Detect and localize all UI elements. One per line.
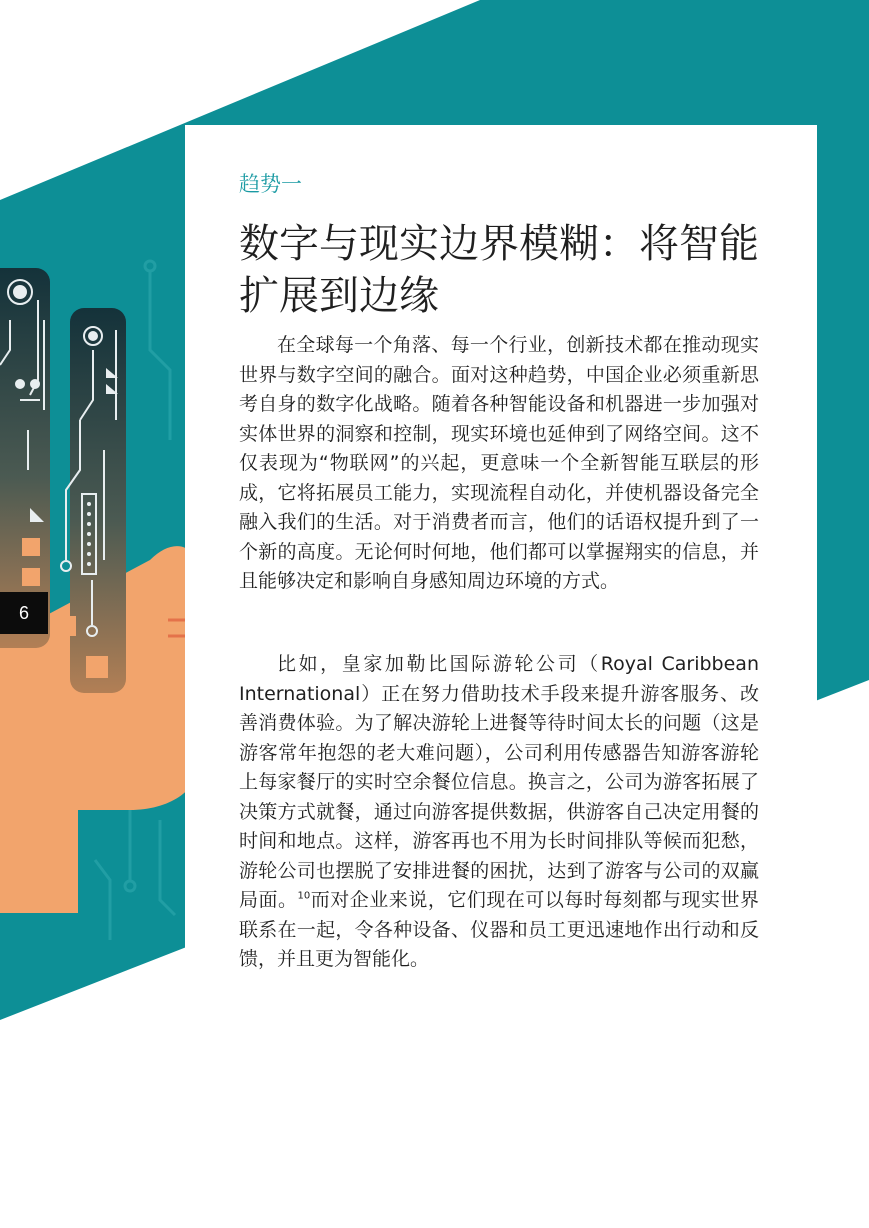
footnote-marker: 10 <box>297 890 311 902</box>
body-paragraph-1: 在全球每一个角落、每一个行业，创新技术都在推动现实世界与数字空间的融合。面对这种趋势，中国企业必须重新思考自身的数字化战略。随着各种智能设备和机器进一步加强对实体世界的洞察和控制，现实环境也延伸到了网络空间。这不仅表现为“物联网”的兴起，更意味一个全新智能互联层的形成，它将拓展员工能力，实现流程自动化，并使机器设备完全融入我们的生活。对于消费者而言，他们的话语权提升到了一个新的高度。无论何时何地，他们都可以掌握翔实的信息，并且能够决定和影响自身感知周边环境的方式。 <box>239 334 759 592</box>
hand-wrist <box>0 810 78 913</box>
paragraph-2-text-cont: 而对企业来说，它们现在可以每时每刻都与现实世界联系在一起，令各种设备、仪器和员工更迅速地作出行动和反馈，并且更为智能化。 <box>239 889 759 970</box>
body-paragraph-2 <box>239 650 759 975</box>
section-kicker: 趋势一 <box>239 172 302 196</box>
finger-panel-right <box>70 308 126 693</box>
paragraph-2-text: 比如，皇家加勒比国际游轮公司（Royal Caribbean International）正在努力借助技术手段来提升游客服务、改善消费体验。为了解决游轮上进餐等待时间太长的问题（这是游客常年抱怨的老大难问题），公司利用传感器告知游客游轮上每家餐厅的实时空余餐位信息。换言之，公司为游客拓展了决策方式就餐，通过向游客提供数据，供游客自己决定用餐的时间和地点。这样，游客再也不用为长时间排队等候而犯愁，游轮公司也摆脱了安排进餐的困扰，达到了游客与公司的双赢局面。 <box>239 653 759 911</box>
page-title: 数字与现实边界模糊：将智能扩展到边缘 <box>239 221 759 319</box>
page-number: 6 <box>0 592 48 634</box>
finger-panel-left <box>0 268 50 648</box>
